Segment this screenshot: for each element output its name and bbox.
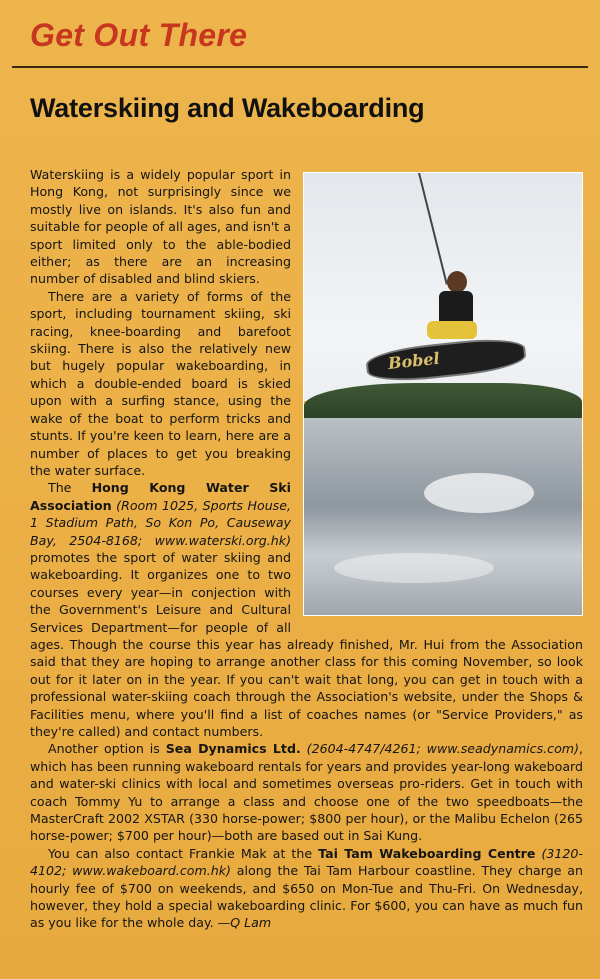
hk-water-ski-association: Hong Kong Water Ski Association	[30, 480, 291, 513]
photo-water	[304, 418, 582, 615]
paragraph-3-lead: The	[48, 480, 92, 496]
paragraph-1: Waterskiing is a widely popular sport in Hong Kong, not surprisingly since we mostly live on islands. It's also fun and suitable for people of all ages, and isn't a sport limited only to the able-bodied either; as there are an increasing number of disabled and blind skiers.	[30, 167, 291, 287]
byline: —Q Lam	[217, 915, 272, 931]
photo-spray	[424, 473, 534, 513]
paragraph-5	[30, 845, 583, 932]
paragraph-4-text: , which has been running wakeboard rentals for years and provides year-long wakeboard and water-ski clinics with local and sometimes overseas pro-riders. Get in touch with coach Tommy Yu to arrange a class and choose one of the two speedboats—the MasterCraft 2002 XSTAR (330 horse-power; $800 per hour), or the Malibu Echelon (265 horse-power; $700 per hour)—both are based out in Sai Kung.	[30, 741, 583, 844]
sea-dynamics-contact: (2604-4747/4261; www.seadynamics.com)	[300, 741, 579, 757]
article-headline: Waterskiing and Wakeboarding	[30, 93, 425, 123]
article-body	[30, 166, 583, 932]
paragraph-5-text: along the Tai Tam Harbour coastline. They charge an hourly fee of $700 on weekends, and $650 on Mon-Tue and Thu-Fri. On Wednesday, however, they hold a special wakeboarding clinic. For $600, you can have as much fun as you like for the whole day.	[30, 863, 583, 931]
rider	[409, 271, 479, 341]
paragraph-2: There are a variety of forms of the sport, including tournament skiing, ski racing, knee-boarding and barefoot skiing. There is also the relatively new but hugely popular wakeboarding, in which a double-ended board is skied upon with a surfing stance, using the wake of the boat to perform tricks and stunts. If you're keen to learn, here are a number of places to get you breaking the water surface.	[30, 288, 291, 478]
wakeboard-logo: Bobel	[387, 348, 441, 374]
header-rule	[12, 66, 588, 68]
paragraph-4-lead: Another option is	[48, 741, 166, 757]
association-contact: (Room 1025, Sports House, 1 Stadium Path, So Kon Po, Causeway Bay, 2504-8168; www.waterski.org.hk)	[30, 497, 291, 548]
paragraph-4	[30, 740, 583, 844]
rider-shorts	[427, 321, 477, 339]
photo-wake	[334, 553, 494, 583]
section-kicker: Get Out There	[30, 17, 248, 53]
tai-tam-wakeboarding-centre: Tai Tam Wakeboarding Centre	[318, 845, 536, 861]
paragraph-5-lead: You can also contact Frankie Mak at the	[48, 845, 319, 861]
tai-tam-contact: (3120-4102; www.wakeboard.com.hk)	[30, 845, 583, 879]
wakeboarder-photo	[303, 172, 583, 616]
sea-dynamics: Sea Dynamics Ltd.	[165, 741, 301, 757]
paragraph-3-text: promotes the sport of water skiing and wakeboarding. It organizes one to two courses every year—in conjection with the Government's Leisure and Cultural Services Department—for people of all ages. Though the course this year has already finished, Mr. Hui from the Association said that they are hoping to arrange another class for this coming November, so look out for it later on in the year. If you can't wait that long, you can get in touch with a professional water-skiing coach through the Association's website, under the Shops & Facilities menu, where you'll find a list of coaches names (or "Service Providers," as they're called) and contact numbers.	[30, 549, 583, 739]
photo-treeline	[304, 383, 582, 421]
rider-head	[447, 271, 467, 293]
